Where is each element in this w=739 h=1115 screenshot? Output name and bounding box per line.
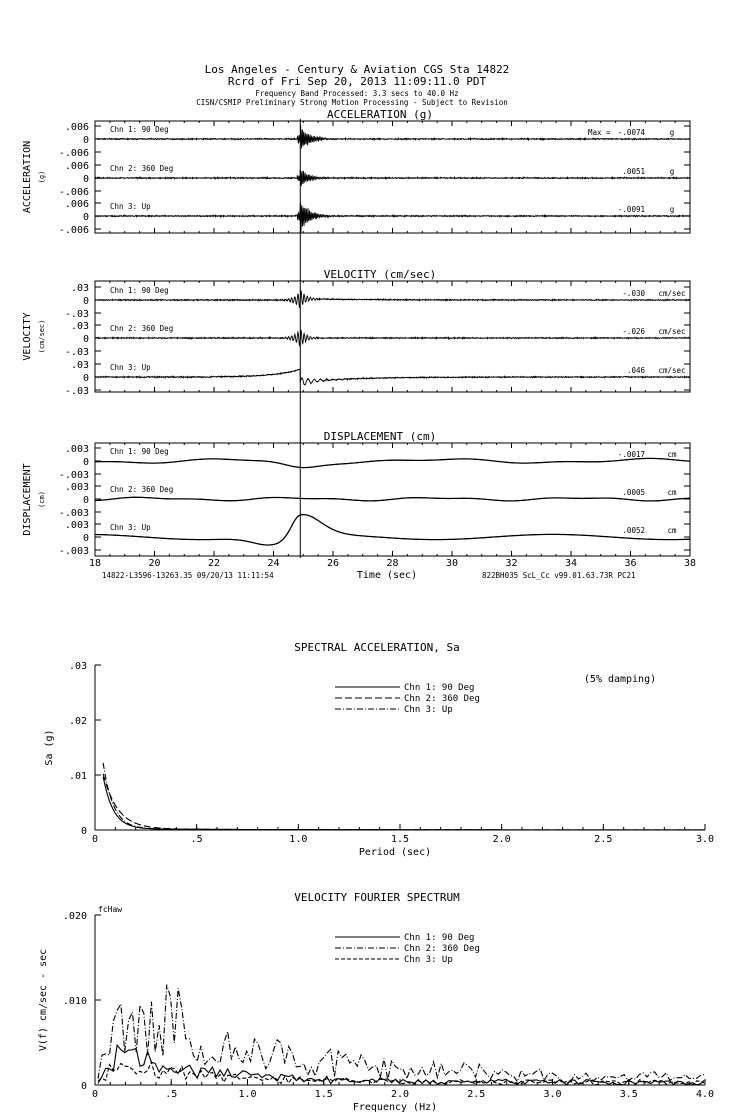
spectrum-title-4: VELOCITY FOURIER SPECTRUM (294, 891, 460, 904)
y-tick-label: 0 (82, 296, 89, 307)
spectrum-series-3-1 (103, 774, 705, 830)
y-tick-label: -.006 (58, 148, 89, 159)
time-tick-label: 32 (505, 558, 518, 569)
spectrum-title-3: SPECTRAL ACCELERATION, Sa (294, 641, 460, 654)
y-axis-unit-2: (cm) (38, 491, 46, 508)
channel-max-2-0: -.0017 (617, 450, 645, 459)
time-tick-label: 24 (267, 558, 280, 569)
x-tick-label: 2.0 (492, 834, 511, 845)
channel-unit-1-1: cm/sec (658, 327, 686, 336)
footer-right: 822BH035 ScL_Cc v99.01.63.73R PC21 (482, 571, 636, 580)
y-axis-label-3: Sa (g) (44, 729, 55, 766)
channel-label-2-1: Chn 2: 360 Deg (110, 485, 174, 494)
header-record: Rcrd of Fri Sep 20, 2013 11:09:11.0 PDT (227, 75, 487, 88)
damping-note: (5% damping) (583, 674, 657, 685)
x-tick-label: 1.0 (238, 1089, 257, 1100)
y-tick-label: .003 (64, 482, 89, 493)
channel-unit-2-2: cm (667, 526, 677, 535)
time-tick-label: 34 (564, 558, 578, 569)
header-band: Frequency Band Processed: 3.3 secs to 40.0 Hz (255, 89, 459, 98)
x-tick-label: .5 (190, 834, 203, 845)
trace-2-1 (95, 497, 690, 501)
channel-label-0-2: Chn 3: Up (110, 202, 151, 211)
legend-entry-1: Chn 2: 360 Deg (404, 944, 480, 954)
y-tick-label: 0 (82, 135, 89, 146)
y-tick-label: .03 (68, 661, 87, 672)
x-tick-label: 1.5 (390, 834, 410, 845)
trace-1-0 (95, 291, 690, 307)
x-tick-label: 0 (91, 1089, 99, 1100)
x-tick-label: 3.0 (695, 834, 715, 845)
trace-1-2 (95, 369, 690, 385)
y-tick-label: .02 (68, 716, 87, 727)
y-tick-label: .003 (64, 520, 89, 531)
y-tick-label: 0 (82, 533, 89, 544)
trace-2-2 (95, 515, 690, 545)
channel-max-1-1: -.026 (622, 327, 645, 336)
y-tick-label: .03 (70, 283, 89, 294)
y-tick-label: 0 (82, 212, 89, 223)
y-tick-label: -.003 (58, 470, 89, 481)
channel-label-0-0: Chn 1: 90 Deg (110, 125, 169, 134)
max-prefix: Max = (588, 128, 611, 137)
x-tick-label: 0 (91, 834, 99, 845)
x-tick-label: 2.5 (467, 1089, 486, 1100)
channel-max-2-1: .0005 (622, 488, 645, 497)
time-tick-label: 26 (326, 558, 340, 569)
x-tick-label: 2.5 (594, 834, 613, 845)
panel-title-1: VELOCITY (cm/sec) (323, 268, 437, 281)
footer-left: 14822-L3596-13263.35 09/20/13 11:11:54 (102, 571, 274, 580)
x-tick-label: 1.5 (314, 1089, 333, 1100)
y-axis-label-1: VELOCITY (22, 312, 33, 361)
y-tick-label: .006 (64, 199, 89, 210)
spectrum-series-4-1 (98, 985, 704, 1083)
time-tick-label: 18 (88, 558, 102, 569)
time-tick-label: 36 (624, 558, 637, 569)
y-tick-label: .03 (70, 360, 89, 371)
y-tick-label: .020 (62, 911, 87, 922)
legend-entry-1: Chn 2: 360 Deg (404, 694, 480, 704)
channel-max-1-2: .046 (626, 366, 645, 375)
time-tick-label: 20 (148, 558, 161, 569)
panel-title-0: ACCELERATION (g) (327, 108, 433, 121)
y-tick-label: 0 (82, 174, 89, 185)
channel-label-2-2: Chn 3: Up (110, 523, 151, 532)
time-tick-label: 38 (683, 558, 697, 569)
panel-title-2: DISPLACEMENT (cm) (323, 430, 437, 443)
x-tick-label: 2.0 (390, 1089, 410, 1100)
channel-unit-1-0: cm/sec (658, 289, 686, 298)
y-tick-label: -.006 (58, 187, 89, 198)
x-tick-label: 1.0 (289, 834, 308, 845)
y-tick-label: .006 (64, 122, 89, 133)
y-tick-label: -.006 (58, 225, 89, 236)
trace-2-0 (95, 458, 690, 467)
legend-entry-2: Chn 3: Up (404, 955, 453, 965)
y-tick-label: 0 (82, 495, 89, 506)
y-axis-unit-1: (cm/sec) (38, 319, 46, 354)
y-tick-label: -.03 (64, 386, 89, 397)
x-axis-label-4: Frequency (Hz) (352, 1102, 438, 1113)
spectrum-series-3-0 (103, 777, 705, 830)
y-axis-unit-0: (g) (38, 170, 46, 184)
time-axis-label: Time (sec) (356, 570, 418, 581)
header-station: Los Angeles - Century & Aviation CGS Sta 14822 (204, 63, 510, 76)
time-tick-label: 28 (386, 558, 399, 569)
channel-unit-0-2: g (669, 205, 675, 214)
header (196, 63, 509, 107)
y-tick-label: 0 (82, 457, 89, 468)
channel-max-0-2: -.0091 (617, 205, 645, 214)
channel-unit-2-1: cm (667, 488, 677, 497)
channel-label-2-0: Chn 1: 90 Deg (110, 447, 169, 456)
y-tick-label: -.003 (58, 546, 89, 557)
y-tick-label: .01 (68, 771, 87, 782)
y-axis-label-4: V(f) cm/sec - sec (38, 948, 49, 1052)
y-tick-label: 0 (82, 373, 89, 384)
channel-max-2-2: .0052 (622, 526, 645, 535)
x-tick-label: 3.5 (619, 1089, 638, 1100)
channel-unit-0-0: g (669, 128, 675, 137)
channel-max-0-1: .0051 (622, 167, 645, 176)
y-tick-label: 0 (80, 1081, 87, 1092)
x-tick-label: 4.0 (695, 1089, 715, 1100)
channel-label-1-0: Chn 1: 90 Deg (110, 286, 169, 295)
channel-label-1-2: Chn 3: Up (110, 363, 151, 372)
legend-entry-0: Chn 1: 90 Deg (404, 683, 475, 693)
spectrum-series-4-0 (98, 1045, 704, 1085)
channel-unit-2-0: cm (667, 450, 677, 459)
y-tick-label: .003 (64, 444, 89, 455)
channel-max-1-0: -.030 (622, 289, 645, 298)
legend-entry-0: Chn 1: 90 Deg (404, 933, 475, 943)
y-tick-label: 0 (80, 826, 87, 837)
x-axis-label-3: Period (sec) (358, 847, 432, 858)
trace-1-1 (95, 331, 690, 346)
trace-0-1 (95, 170, 690, 186)
channel-max-0-0: -.0074 (617, 128, 645, 137)
y-tick-label: -.03 (64, 347, 89, 358)
corner-label: fcHaw (98, 905, 123, 914)
y-tick-label: -.03 (64, 309, 89, 320)
x-tick-label: 3.0 (543, 1089, 562, 1100)
x-tick-label: .5 (165, 1089, 178, 1100)
time-tick-label: 22 (207, 558, 221, 569)
channel-label-1-1: Chn 2: 360 Deg (110, 324, 174, 333)
y-tick-label: -.003 (58, 508, 89, 519)
y-axis-label-0: ACCELERATION (22, 140, 33, 214)
channel-unit-1-2: cm/sec (658, 366, 686, 375)
y-tick-label: .03 (70, 321, 89, 332)
y-axis-label-2: DISPLACEMENT (22, 463, 33, 536)
y-tick-label: .006 (64, 161, 89, 172)
channel-label-0-1: Chn 2: 360 Deg (110, 164, 174, 173)
y-tick-label: 0 (82, 334, 89, 345)
header-disclaimer: CISN/CSMIP Preliminary Strong Motion Processing - Subject to Revision (196, 98, 508, 107)
time-tick-label: 30 (445, 558, 459, 569)
legend-entry-2: Chn 3: Up (404, 705, 453, 715)
panel-frame-1 (95, 281, 690, 392)
spectrum-series-3-2 (103, 763, 705, 830)
trace-0-2 (95, 203, 690, 232)
y-tick-label: .010 (62, 996, 87, 1007)
channel-unit-0-1: g (669, 167, 675, 176)
